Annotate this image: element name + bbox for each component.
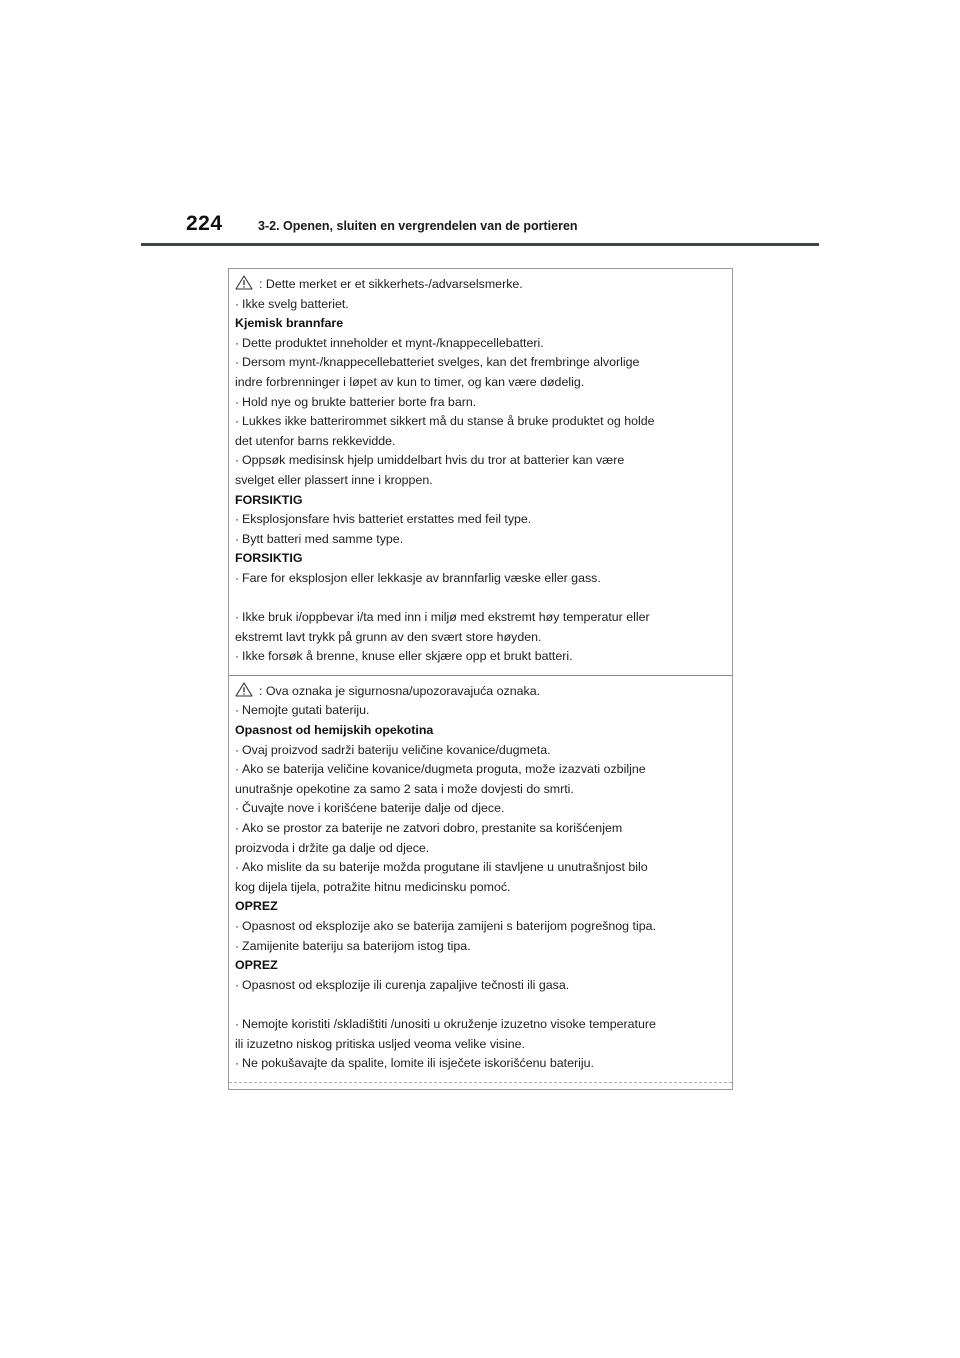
bullet-mark: · — [235, 610, 240, 625]
text-line — [235, 471, 726, 491]
line-text: Opasnost od eksplozije ako se baterija zamijeni s baterijom pogrešnog tipa. — [242, 919, 656, 933]
bullet-mark: · — [235, 742, 240, 757]
line-text: Dette produktet inneholder et mynt-/knappecellebatteri. — [242, 335, 544, 350]
bullet-mark: · — [235, 531, 240, 546]
warning-section — [229, 675, 732, 1082]
warning-heading — [235, 549, 726, 569]
section-title: 3-2. Openen, sluiten en vergrendelen van de portieren — [258, 219, 578, 233]
line-text: unutrašnje opekotine za samo 2 sata i može dovjesti do smrti. — [235, 781, 574, 796]
line-text: OPREZ — [235, 899, 278, 914]
line-text: Ikke forsøk å brenne, knuse eller skjære opp et brukt batteri. — [242, 649, 573, 664]
text-line — [235, 937, 726, 957]
text-line — [235, 780, 726, 800]
line-text: proizvoda i držite ga dalje od djece. — [235, 840, 430, 855]
bullet-mark: · — [235, 453, 240, 468]
warning-heading — [235, 956, 726, 976]
warning-triangle-icon — [235, 275, 253, 290]
paragraph-gap — [235, 589, 726, 609]
line-text: Fare for eksplosjon eller lekkasje av brannfarlig væske eller gass. — [242, 570, 601, 585]
bullet-mark: · — [235, 860, 240, 875]
warning-heading — [235, 491, 726, 511]
line-text: Kjemisk brannfare — [235, 316, 344, 331]
text-line — [235, 451, 726, 471]
line-text: Čuvajte nove i korišćene baterije dalje od djece. — [242, 801, 505, 816]
line-text: OPREZ — [235, 958, 278, 973]
line-text: ekstremt lavt trykk på grunn av den svært store høyden. — [235, 629, 542, 644]
bullet-mark: · — [235, 821, 240, 836]
line-text: svelget eller plassert inne i kroppen. — [235, 472, 433, 487]
bullet-mark: · — [235, 703, 240, 718]
line-text: Nemojte gutati bateriju. — [242, 703, 370, 718]
text-line — [235, 1035, 726, 1055]
line-text: Hold nye og brukte batterier borte fra barn. — [242, 394, 477, 409]
text-line — [235, 858, 726, 878]
warning-symbol-line — [235, 682, 726, 702]
line-text: kog dijela tijela, potražite hitnu medicinsku pomoć. — [235, 879, 511, 894]
text-line — [235, 976, 726, 996]
bullet-mark: · — [235, 512, 240, 527]
bullet-mark: · — [235, 335, 240, 350]
line-text: Ne pokušavajte da spalite, lomite ili isječete iskorišćenu bateriju. — [242, 1056, 594, 1071]
text-line — [235, 1015, 726, 1035]
text-line — [235, 878, 726, 898]
warning-heading — [235, 897, 726, 917]
page-header — [0, 0, 960, 250]
text-line — [235, 353, 726, 373]
line-text: Nemojte koristiti /skladištiti /unositi u okruženje izuzetno visoke temperature — [242, 1016, 656, 1031]
line-text: Opasnost od eksplozije ili curenja zapaljive tečnosti ili gasa. — [242, 977, 570, 992]
bullet-mark: · — [235, 1056, 240, 1071]
line-text: : Ova oznaka je sigurnosna/upozoravajuća oznaka. — [259, 683, 541, 698]
text-line — [235, 530, 726, 550]
line-text: Oppsøk medisinsk hjelp umiddelbart hvis du tror at batterier kan være — [242, 453, 625, 468]
line-text: ili izuzetno niskog pritiska usljed veoma velike visine. — [235, 1036, 525, 1051]
text-line — [235, 760, 726, 780]
text-line — [235, 608, 726, 628]
text-line — [235, 839, 726, 859]
text-line — [235, 819, 726, 839]
line-text: Opasnost od hemijskih opekotina — [235, 723, 434, 738]
bullet-mark: · — [235, 919, 240, 933]
text-line — [235, 799, 726, 819]
text-line — [235, 628, 726, 648]
text-line — [235, 741, 726, 761]
text-line — [235, 373, 726, 393]
bullet-mark: · — [235, 649, 240, 664]
line-text: Ikke svelg batteriet. — [242, 296, 349, 311]
text-line — [235, 432, 726, 452]
bullet-mark: · — [235, 1016, 240, 1031]
text-line — [235, 569, 726, 589]
warning-heading — [235, 721, 726, 741]
bullet-mark: · — [235, 355, 240, 370]
text-line — [235, 701, 726, 721]
bullet-mark: · — [235, 938, 240, 953]
line-text: Eksplosjonsfare hvis batteriet erstattes med feil type. — [242, 512, 532, 527]
header-divider — [141, 243, 819, 246]
line-text: Ikke bruk i/oppbevar i/ta med inn i miljø med ekstremt høy temperatur eller — [242, 610, 650, 625]
warning-triangle-icon — [235, 682, 253, 697]
text-line — [235, 917, 726, 937]
text-line — [235, 510, 726, 530]
bullet-mark: · — [235, 801, 240, 816]
text-line — [235, 295, 726, 315]
line-text: : Dette merket er et sikkerhets-/advarselsmerke. — [259, 277, 523, 291]
line-text: Dersom mynt-/knappecellebatteriet svelges, kan det frembringe alvorlige — [242, 355, 640, 370]
line-text: Ovaj proizvod sadrži bateriju veličine kovanice/dugmeta. — [242, 742, 551, 757]
text-line — [235, 647, 726, 667]
line-text: FORSIKTIG — [235, 551, 303, 566]
warning-heading — [235, 314, 726, 334]
line-text: det utenfor barns rekkevidde. — [235, 433, 396, 448]
text-line — [235, 412, 726, 432]
bullet-mark: · — [235, 296, 240, 311]
text-line — [235, 393, 726, 413]
bullet-mark: · — [235, 414, 240, 429]
paragraph-gap — [235, 995, 726, 1015]
line-text: Bytt batteri med samme type. — [242, 531, 404, 546]
line-text: FORSIKTIG — [235, 492, 303, 507]
line-text: Ako mislite da su baterije možda progutane ili stavljene u unutrašnjost bilo — [242, 860, 648, 875]
line-text: Ako se prostor za baterije ne zatvori dobro, prestanite sa korišćenjem — [242, 821, 623, 836]
bullet-mark: · — [235, 977, 240, 992]
line-text: indre forbrenninger i løpet av kun to timer, og kan være dødelig. — [235, 374, 585, 389]
bullet-mark: · — [235, 394, 240, 409]
bullet-mark: · — [235, 762, 240, 777]
bullet-mark: · — [235, 570, 240, 585]
warning-section — [229, 269, 732, 675]
text-line — [235, 334, 726, 354]
line-text: Zamijenite bateriju sa baterijom istog tipa. — [242, 938, 471, 953]
warning-box — [228, 268, 733, 1090]
line-text: Ako se baterija veličine kovanice/dugmeta proguta, može izazvati ozbiljne — [242, 762, 646, 777]
page-number: 224 — [186, 212, 223, 235]
warning-symbol-line — [235, 275, 726, 295]
text-line — [235, 1054, 726, 1074]
line-text: Lukkes ikke batterirommet sikkert må du stanse å bruke produktet og holde — [242, 414, 655, 429]
box-bottom-border — [229, 1082, 732, 1089]
